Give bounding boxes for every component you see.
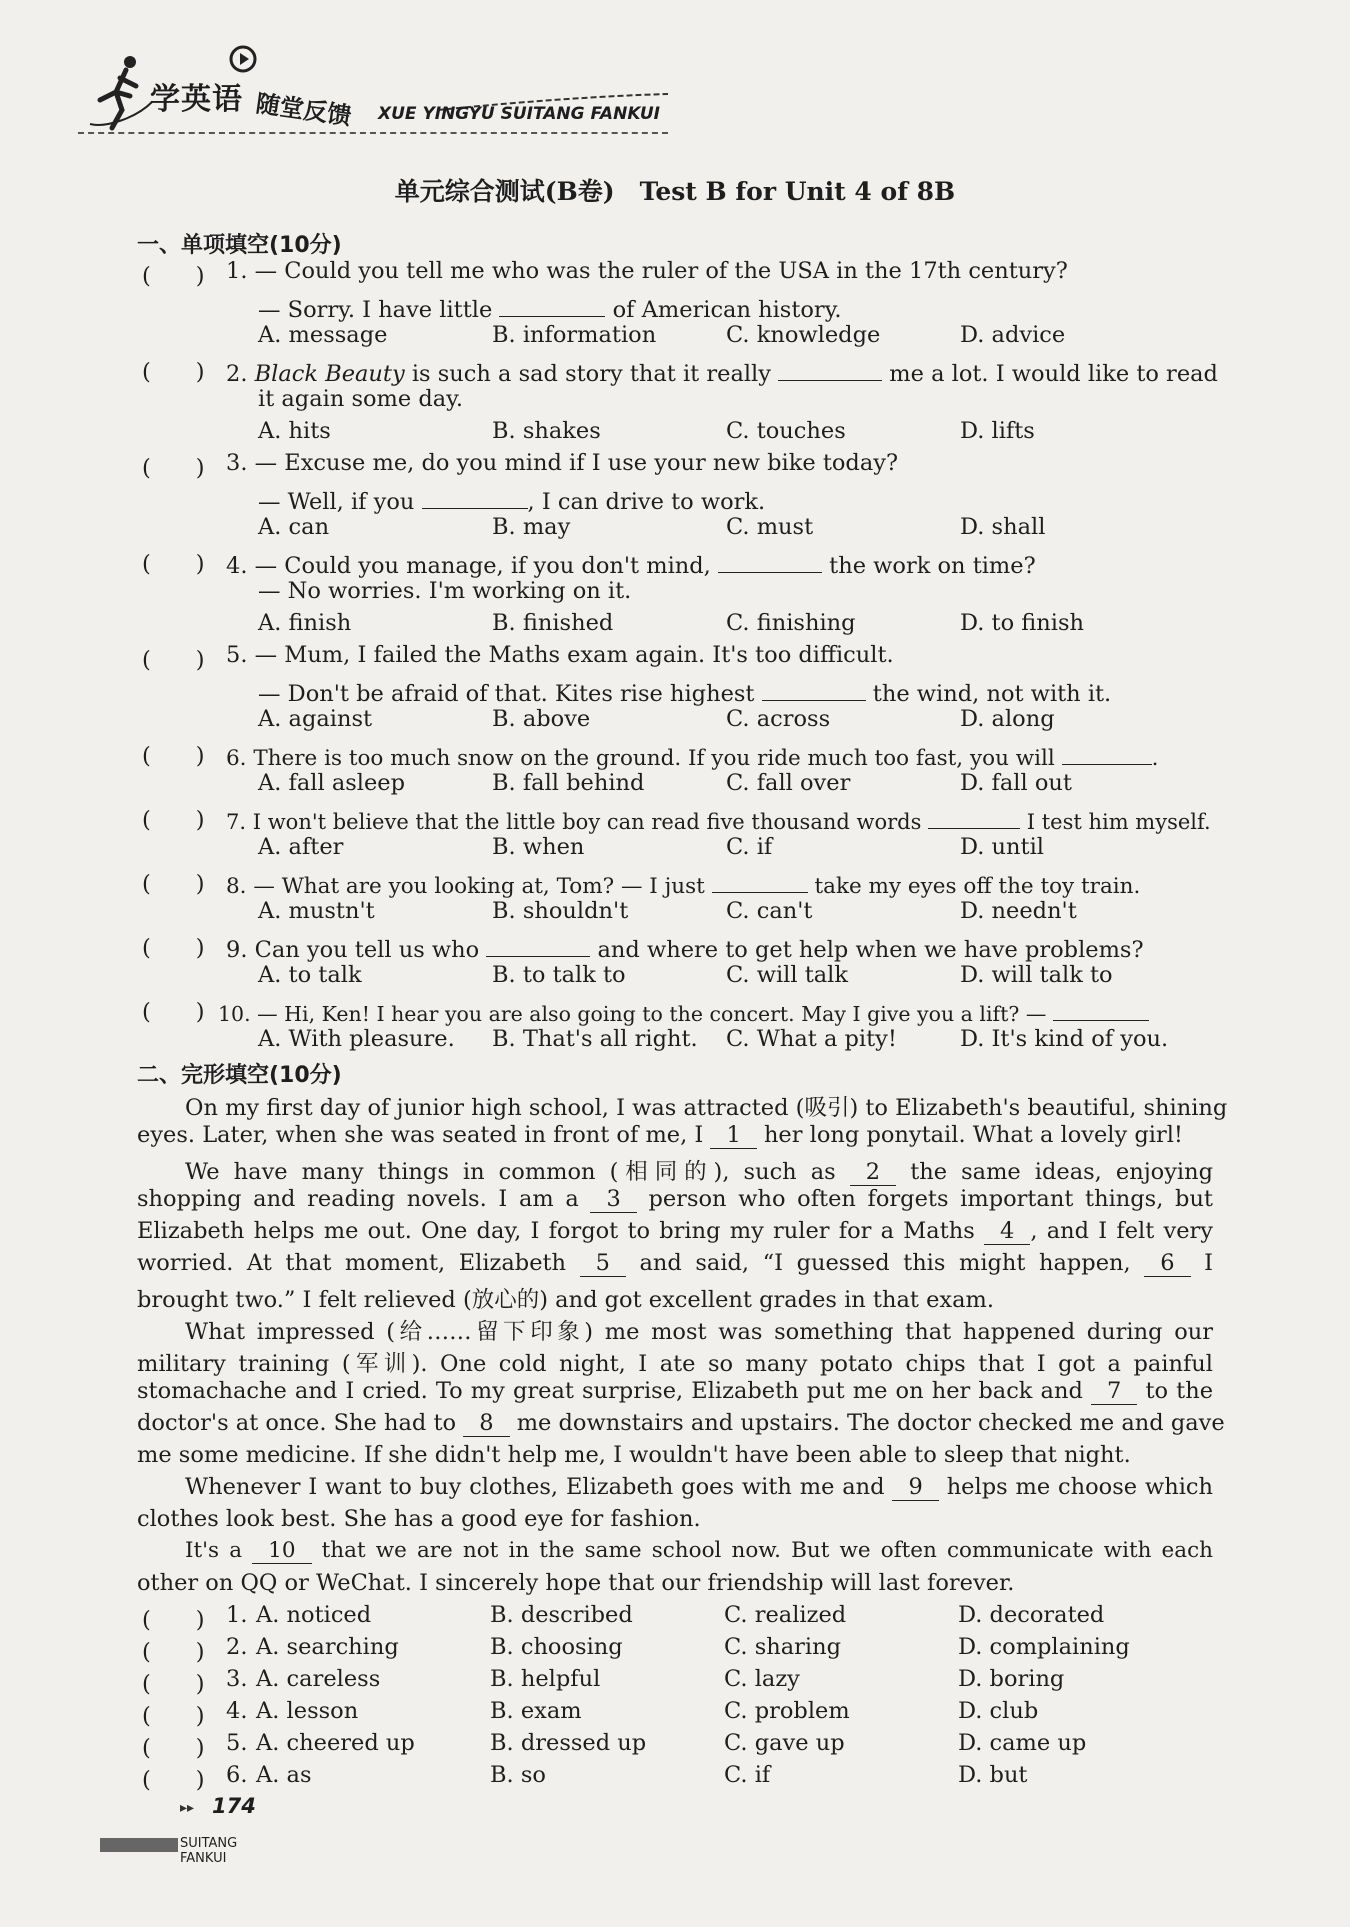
cloze-blank-4[interactable]: 4 — [984, 1218, 1030, 1245]
q5-opt-d[interactable]: D. along — [960, 706, 1055, 732]
passage-line: What impressed (给……留下印象) me most was something that happened during our — [185, 1319, 1213, 1345]
cloze-blank-7[interactable]: 7 — [1091, 1378, 1137, 1405]
cloze-blank-1[interactable]: 1 — [710, 1122, 756, 1149]
q4-opt-d[interactable]: D. to finish — [960, 610, 1085, 636]
header-cn-sub: 随堂反馈 — [254, 89, 354, 131]
cloze3-opt-a[interactable]: A. careless — [256, 1666, 381, 1692]
blank-q10[interactable] — [1053, 994, 1149, 1021]
cloze-blank-8[interactable]: 8 — [463, 1410, 509, 1437]
answer-paren-1[interactable]: ( ) — [142, 263, 205, 289]
q10-opt-c[interactable]: C. What a pity! — [726, 1026, 897, 1052]
cloze-num: 6. — [226, 1762, 248, 1788]
q6-opt-a[interactable]: A. fall asleep — [258, 770, 406, 796]
q7-opt-c[interactable]: C. if — [726, 834, 773, 860]
cloze-num: 1. — [226, 1602, 248, 1628]
question-5-reply: — Don't be afraid of that. Kites rise highest the wind, not with it. — [258, 674, 1111, 707]
passage-line: Elizabeth helps me out. One day, I forgot to bring my ruler for a Maths 4 , and I felt very — [137, 1218, 1213, 1244]
cloze-blank-2[interactable]: 2 — [850, 1159, 896, 1186]
header-cn-main: 学英语 — [150, 82, 243, 117]
question-3-reply: — Well, if you , I can drive to work. — [258, 482, 765, 515]
q2-opt-a[interactable]: A. hits — [258, 418, 331, 444]
q1-opt-d[interactable]: D. advice — [960, 322, 1066, 348]
q4-opt-c[interactable]: C. finishing — [726, 610, 856, 636]
answer-paren-4[interactable]: ( ) — [142, 551, 205, 577]
passage-line: It's a 10 that we are not in the same school now. But we often communicate with each — [185, 1538, 1213, 1563]
cloze5-opt-c[interactable]: C. gave up — [724, 1730, 845, 1756]
cloze2-opt-b[interactable]: B. choosing — [490, 1634, 623, 1660]
passage-line: We have many things in common (相同的), such as 2 the same ideas, enjoying — [185, 1159, 1214, 1185]
question-5: 5. — Mum, I failed the Maths exam again. It's too difficult. — [226, 642, 894, 668]
question-9: 9. Can you tell us who and where to get help when we have problems? — [226, 930, 1144, 963]
blank-q2[interactable] — [778, 354, 882, 381]
q5-opt-c[interactable]: C. across — [726, 706, 831, 732]
blank-q6[interactable] — [1062, 738, 1152, 765]
cloze-paren-2[interactable]: ( ) — [142, 1639, 205, 1665]
cloze4-opt-d[interactable]: D. club — [958, 1698, 1039, 1724]
q2-opt-d[interactable]: D. lifts — [960, 418, 1035, 444]
q10-opt-d[interactable]: D. It's kind of you. — [960, 1026, 1169, 1052]
cloze2-opt-d[interactable]: D. complaining — [958, 1634, 1130, 1660]
question-1-reply: — Sorry. I have little of American history. — [258, 290, 842, 323]
passage-line: other on QQ or WeChat. I sincerely hope that our friendship will last forever. — [137, 1570, 1015, 1596]
q8-opt-c[interactable]: C. can't — [726, 898, 813, 924]
cloze3-opt-b[interactable]: B. helpful — [490, 1666, 601, 1692]
cloze-blank-3[interactable]: 3 — [590, 1186, 636, 1213]
cloze-num: 4. — [226, 1698, 248, 1724]
q1-opt-a[interactable]: A. message — [258, 322, 388, 348]
q4-opt-a[interactable]: A. finish — [258, 610, 352, 636]
cloze3-opt-c[interactable]: C. lazy — [724, 1666, 800, 1692]
q6-opt-d[interactable]: D. fall out — [960, 770, 1072, 796]
cloze6-opt-c[interactable]: C. if — [724, 1762, 771, 1788]
question-8: 8. — What are you looking at, Tom? — I just take my eyes off the toy train. — [226, 866, 1140, 899]
q9-opt-d[interactable]: D. will talk to — [960, 962, 1113, 988]
passage-line: worried. At that moment, Elizabeth 5 and said, “I guessed this might happen, 6 I — [137, 1250, 1214, 1276]
cloze-blank-5[interactable]: 5 — [580, 1250, 626, 1277]
cloze1-opt-d[interactable]: D. decorated — [958, 1602, 1105, 1628]
q2-opt-b[interactable]: B. shakes — [492, 418, 601, 444]
cloze-blank-6[interactable]: 6 — [1144, 1250, 1190, 1277]
answer-paren-8[interactable]: ( ) — [142, 871, 205, 897]
answer-paren-9[interactable]: ( ) — [142, 935, 205, 961]
blank-q7[interactable] — [928, 802, 1020, 829]
blank-q5[interactable] — [762, 674, 866, 701]
footer-subtitle: SUITANG FANKUI — [180, 1836, 238, 1866]
q1-opt-b[interactable]: B. information — [492, 322, 657, 348]
double-arrow-icon: ▸▸ — [180, 1800, 195, 1816]
cloze-paren-5[interactable]: ( ) — [142, 1735, 205, 1761]
cloze-paren-6[interactable]: ( ) — [142, 1767, 205, 1793]
question-2-cont: it again some day. — [258, 386, 464, 412]
question-1: 1. — Could you tell me who was the ruler of the USA in the 17th century? — [226, 258, 1068, 284]
cloze5-opt-d[interactable]: D. came up — [958, 1730, 1087, 1756]
answer-paren-7[interactable]: ( ) — [142, 807, 205, 833]
cloze5-opt-a[interactable]: A. cheered up — [256, 1730, 415, 1756]
answer-paren-5[interactable]: ( ) — [142, 647, 205, 673]
play-circle-icon — [228, 44, 258, 74]
cloze-passage — [137, 1090, 1228, 1602]
passage-line: Whenever I want to buy clothes, Elizabeth goes with me and 9 helps me choose which — [185, 1474, 1214, 1500]
passage-line: doctor's at once. She had to 8 me downstairs and upstairs. The doctor checked me and gave — [137, 1410, 1225, 1436]
blank-q1[interactable] — [499, 290, 605, 317]
cloze-paren-4[interactable]: ( ) — [142, 1703, 205, 1729]
question-4-reply: — No worries. I'm working on it. — [258, 578, 632, 604]
cloze6-opt-d[interactable]: D. but — [958, 1762, 1028, 1788]
cloze6-opt-a[interactable]: A. as — [256, 1762, 312, 1788]
footer-logo-bar — [100, 1838, 178, 1852]
header-pinyin: XUE YINGYU SUITANG FANKUI — [378, 104, 661, 124]
page-number: 174 — [212, 1794, 256, 1818]
runner-logo-icon — [86, 52, 154, 132]
q8-opt-a[interactable]: A. mustn't — [258, 898, 375, 924]
passage-line: stomachache and I cried. To my great surprise, Elizabeth put me on her back and 7 to the — [137, 1378, 1214, 1404]
q10-opt-b[interactable]: B. That's all right. — [492, 1026, 698, 1052]
cloze-num: 2. — [226, 1634, 248, 1660]
question-6: 6. There is too much snow on the ground. If you ride much too fast, you will . — [226, 738, 1158, 771]
cloze1-opt-a[interactable]: A. noticed — [256, 1602, 372, 1628]
question-2: 2. Black Beauty is such a sad story that it really me a lot. I would like to read — [226, 354, 1218, 387]
q3-opt-d[interactable]: D. shall — [960, 514, 1046, 540]
cloze-num: 5. — [226, 1730, 248, 1756]
q5-opt-a[interactable]: A. against — [258, 706, 373, 732]
header — [78, 40, 668, 150]
cloze6-opt-b[interactable]: B. so — [490, 1762, 546, 1788]
q8-opt-b[interactable]: B. shouldn't — [492, 898, 629, 924]
passage-line: brought two.” I felt relieved (放心的) and got excellent grades in that exam. — [137, 1287, 994, 1313]
question-7: 7. I won't believe that the little boy can read five thousand words I test him myself. — [226, 802, 1211, 834]
cloze1-opt-c[interactable]: C. realized — [724, 1602, 847, 1628]
q4-opt-b[interactable]: B. finished — [492, 610, 614, 636]
q6-opt-c[interactable]: C. fall over — [726, 770, 851, 796]
section2-heading: 二、完形填空(10分) — [137, 1063, 342, 1088]
answer-paren-6[interactable]: ( ) — [142, 743, 205, 769]
cloze3-opt-d[interactable]: D. boring — [958, 1666, 1065, 1692]
q7-opt-b[interactable]: B. when — [492, 834, 585, 860]
answer-paren-2[interactable]: ( ) — [142, 359, 205, 385]
question-4: 4. — Could you manage, if you don't mind, the work on time? — [226, 546, 1036, 579]
q8-opt-d[interactable]: D. needn't — [960, 898, 1077, 924]
cloze-paren-3[interactable]: ( ) — [142, 1671, 205, 1697]
q7-opt-a[interactable]: A. after — [258, 834, 344, 860]
q9-opt-a[interactable]: A. to talk — [258, 962, 362, 988]
passage-line: clothes look best. She has a good eye for fashion. — [137, 1506, 701, 1532]
cloze-paren-1[interactable]: ( ) — [142, 1607, 205, 1633]
header-divider — [78, 132, 668, 134]
cloze5-opt-b[interactable]: B. dressed up — [490, 1730, 647, 1756]
question-10: 10. — Hi, Ken! I hear you are also going to the concert. May I give you a lift? — — [218, 994, 1149, 1026]
cloze4-opt-b[interactable]: B. exam — [490, 1698, 582, 1724]
passage-line: eyes. Later, when she was seated in front of me, I 1 her long ponytail. What a lovely girl! — [137, 1122, 1183, 1148]
cloze4-opt-a[interactable]: A. lesson — [256, 1698, 359, 1724]
passage-line: On my first day of junior high school, I was attracted (吸引) to Elizabeth's beautiful, shining — [185, 1095, 1228, 1121]
q1-opt-c[interactable]: C. knowledge — [726, 322, 881, 348]
cloze-blank-9[interactable]: 9 — [892, 1474, 938, 1501]
q9-opt-b[interactable]: B. to talk to — [492, 962, 626, 988]
q7-opt-d[interactable]: D. until — [960, 834, 1044, 860]
q2-opt-c[interactable]: C. touches — [726, 418, 846, 444]
q3-opt-a[interactable]: A. can — [258, 514, 330, 540]
passage-line: military training (军训). One cold night, I ate so many potato chips that I got a painful — [137, 1351, 1213, 1377]
section1-heading: 一、单项填空(10分) — [137, 233, 342, 258]
passage-line: shopping and reading novels. I am a 3 person who often forgets important things, but — [137, 1186, 1213, 1212]
q6-opt-b[interactable]: B. fall behind — [492, 770, 645, 796]
cloze4-opt-c[interactable]: C. problem — [724, 1698, 850, 1724]
answer-paren-10[interactable]: ( ) — [142, 999, 205, 1025]
blank-q4[interactable] — [718, 546, 822, 573]
blank-q9[interactable] — [486, 930, 590, 957]
cloze-num: 3. — [226, 1666, 248, 1692]
answer-paren-3[interactable]: ( ) — [142, 455, 205, 481]
cloze2-opt-a[interactable]: A. searching — [256, 1634, 399, 1660]
cloze2-opt-c[interactable]: C. sharing — [724, 1634, 842, 1660]
blank-q8[interactable] — [712, 866, 808, 893]
q5-opt-b[interactable]: B. above — [492, 706, 591, 732]
test-title: 单元综合测试(B卷) Test B for Unit 4 of 8B — [394, 177, 956, 206]
q3-opt-c[interactable]: C. must — [726, 514, 814, 540]
q10-opt-a[interactable]: A. With pleasure. — [258, 1026, 455, 1052]
cloze1-opt-b[interactable]: B. described — [490, 1602, 633, 1628]
q9-opt-c[interactable]: C. will talk — [726, 962, 849, 988]
passage-line: me some medicine. If she didn't help me, I wouldn't have been able to sleep that night. — [137, 1442, 1131, 1468]
q3-opt-b[interactable]: B. may — [492, 514, 571, 540]
cloze-blank-10[interactable]: 10 — [252, 1538, 311, 1564]
question-3: 3. — Excuse me, do you mind if I use your new bike today? — [226, 450, 899, 476]
blank-q3[interactable] — [422, 482, 528, 509]
